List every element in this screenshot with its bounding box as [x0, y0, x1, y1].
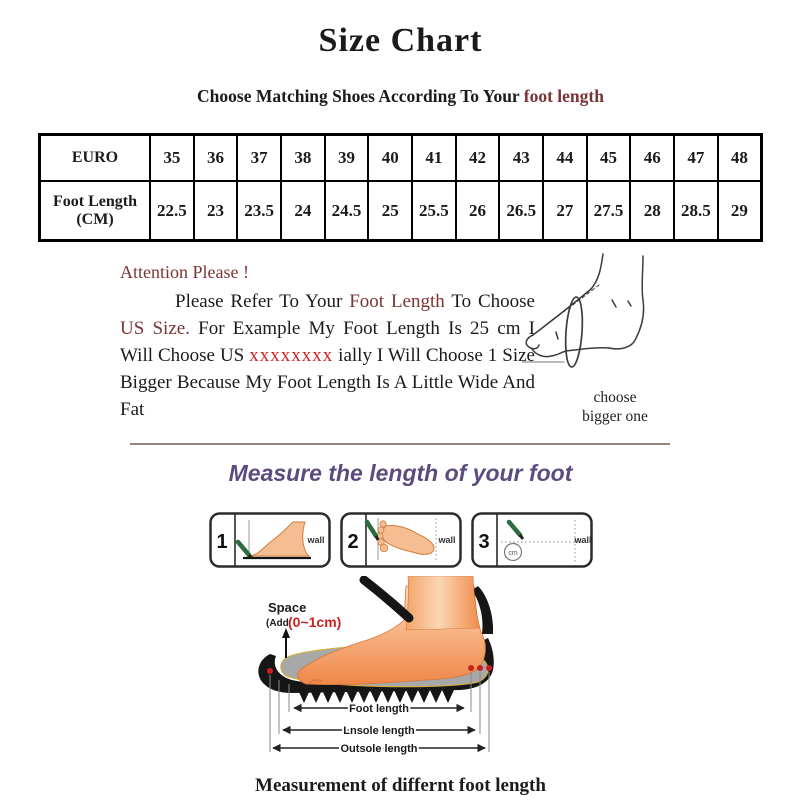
attention-section — [0, 242, 801, 443]
attention-text-segment: For Example My Foot Length Is 25 cm I Will Choose US — [120, 318, 535, 366]
attention-text-segment: US Size. — [120, 318, 190, 339]
leg-shape — [406, 576, 480, 630]
size-table-cell: 42 — [456, 135, 500, 182]
sketch-toes — [532, 349, 566, 357]
sketch-toe-mark — [556, 332, 558, 339]
size-table-cell: 44 — [543, 135, 587, 182]
attention-text-segment: To Choose — [444, 291, 535, 312]
sketch-caption-line1: choose — [593, 389, 637, 406]
size-table-cell: 27.5 — [587, 181, 631, 241]
section-divider — [130, 443, 670, 445]
subtitle — [0, 86, 801, 107]
size-table-cell: 28.5 — [674, 181, 718, 241]
foot-side-sketch-illustration — [520, 248, 660, 376]
wall-label: wall — [573, 535, 592, 545]
attention-text-segment: ially I Will Choose 1 Size Bigger Because My Foot Length Is A Little Wide And Fat — [120, 345, 535, 420]
front-collar-shape — [364, 580, 409, 618]
space-label: Space — [267, 600, 306, 615]
attention-text-segment: Please Refer To Your — [175, 291, 350, 312]
bottom-caption: Measurement of differnt foot length — [255, 775, 546, 796]
measure-heading: Measure the length of your foot — [228, 460, 573, 486]
size-table-cell: 36 — [194, 135, 238, 182]
pen-tip — [249, 555, 252, 558]
size-table-cell: 23.5 — [237, 181, 281, 241]
size-table-cell: 47 — [674, 135, 718, 182]
size-table-cell: 40 — [368, 135, 412, 182]
size-table-cell: 22.5 — [150, 181, 194, 241]
insole-length-label: Lnsole length — [342, 725, 415, 737]
size-table-cell: 41 — [412, 135, 456, 182]
size-table-cell: 24 — [281, 181, 325, 241]
step-panel-1 — [209, 512, 331, 568]
sketch-sole-line — [566, 348, 609, 351]
wall-label: wall — [306, 535, 325, 545]
attention-body — [120, 288, 535, 423]
size-table-cell: 48 — [718, 135, 762, 182]
sketch-girth-loop — [564, 297, 585, 368]
size-table-cell: 25.5 — [412, 181, 456, 241]
size-table-cell: 27 — [543, 181, 587, 241]
size-table-cell: 23 — [194, 181, 238, 241]
size-table-cell: 38 — [281, 135, 325, 182]
size-table-row-header: EURO — [40, 135, 151, 182]
size-table-cell: 26 — [456, 181, 500, 241]
subtitle-text: Choose Matching Shoes According To Your — [197, 86, 524, 106]
step-panel-3 — [471, 512, 593, 568]
foot-length-label: Foot length — [348, 703, 409, 715]
pen-tip — [376, 536, 378, 540]
sketch-big-toe — [526, 335, 539, 349]
sketch-front-leg-line — [591, 254, 603, 289]
size-table-cell: 46 — [630, 135, 674, 182]
subtitle-highlight: foot length — [523, 86, 604, 106]
page-title: Size Chart — [318, 22, 483, 59]
shoe-diagram-svg — [246, 576, 586, 764]
size-table-cell: 24.5 — [325, 181, 369, 241]
sketch-ankle-marks — [612, 300, 631, 307]
outsole-length-label: Outsole length — [340, 743, 417, 755]
step-number: 2 — [346, 531, 359, 553]
size-table-cell: 28 — [630, 181, 674, 241]
step-number: 1 — [215, 531, 228, 553]
size-table — [38, 133, 763, 242]
step-panel-2 — [340, 512, 462, 568]
size-table-cell: 29 — [718, 181, 762, 241]
attention-text-segment: Foot Length — [349, 291, 445, 312]
size-table-cell: 43 — [499, 135, 543, 182]
attention-text-segment: xxxxxxxx — [249, 345, 334, 366]
size-table-cell: 37 — [237, 135, 281, 182]
size-table-cell: 26.5 — [499, 181, 543, 241]
space-add-label: (Add — [265, 618, 289, 629]
size-table-cell: 45 — [587, 135, 631, 182]
sketch-caption — [540, 388, 690, 426]
attention-text-block — [120, 262, 535, 423]
size-table-cell: 35 — [150, 135, 194, 182]
shoe-measurement-diagram — [0, 576, 801, 769]
sketch-caption-line2: bigger one — [582, 408, 648, 425]
step-number: 3 — [477, 531, 490, 553]
size-table-row-header: Foot Length (CM) — [40, 181, 151, 241]
attention-heading: Attention Please ! — [120, 262, 249, 282]
size-table-cell: 25 — [368, 181, 412, 241]
wall-label: wall — [437, 535, 456, 545]
cm-label: cm — [507, 550, 518, 557]
measure-steps-row — [0, 512, 801, 568]
size-table-wrapper — [38, 133, 763, 242]
space-range-label: (0~1cm) — [287, 614, 341, 630]
size-table-cell: 39 — [325, 135, 369, 182]
